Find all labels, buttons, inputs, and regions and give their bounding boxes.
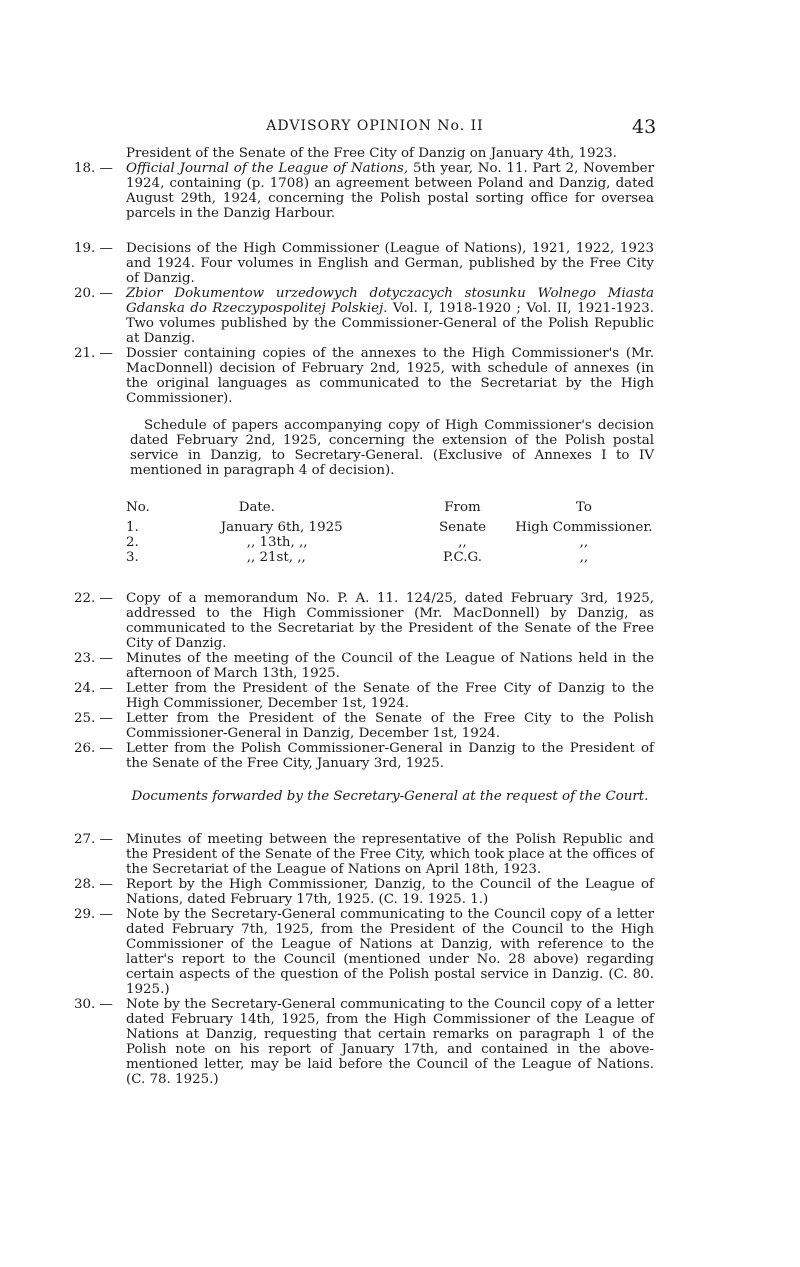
list-item-20 xyxy=(74,286,654,346)
item-number: 26. — xyxy=(74,741,113,756)
item-number: 20. — xyxy=(74,286,113,301)
item-number: 24. — xyxy=(74,681,113,696)
item-number: 25. — xyxy=(74,711,113,726)
list-item-22 xyxy=(74,591,654,651)
item-text xyxy=(126,161,654,221)
header-no: No. xyxy=(126,500,150,515)
list-item-30 xyxy=(74,997,654,1087)
item-italic-title: Zbior Dokumentow urzedowych dotyczacych stosunku Wolnego Miasta Gdanska do Rzeczypospolitej Polskiej. xyxy=(126,286,654,316)
cell-from: ,, xyxy=(458,535,467,550)
cell-to: ,, xyxy=(579,550,589,565)
table-header-row xyxy=(126,500,654,515)
page-header xyxy=(0,116,800,138)
cell-no: 1. xyxy=(126,520,139,535)
list-item-25 xyxy=(74,711,654,741)
table-row xyxy=(126,515,654,535)
list-item-26 xyxy=(74,741,654,771)
running-title: ADVISORY OPINION No. II xyxy=(266,118,484,134)
list-item-29 xyxy=(74,907,654,997)
item-italic-title: Official Journal of the League of Nations, xyxy=(126,161,409,176)
list-item-21 xyxy=(74,346,654,406)
cell-to: ,, xyxy=(579,535,589,550)
header-to: To xyxy=(575,500,592,515)
cell-no: 3. xyxy=(126,550,139,565)
item-text: Letter from the President of the Senate of the Free City to the Polish Commissioner-General in Danzig, December 1st, 1924. xyxy=(126,711,654,741)
item-body: Vol. I, 1918-1920 ; Vol. II, 1921-1923. Two volumes published by the Commissioner-General of the Polish Republic at Danzig. xyxy=(126,301,654,346)
item-number: 22. — xyxy=(74,591,113,606)
item-number: 27. — xyxy=(74,832,113,847)
cell-to: High Commissioner. xyxy=(515,520,653,535)
list-item-19 xyxy=(74,241,654,286)
cell-date: ,, 21st, ,, xyxy=(246,550,306,565)
item-body: 5th year, No. 11. Part 2, November 1924, containing (p. 1708) an agreement between Poland and Danzig, dated August 29th, 1924, concerning the Polish postal sorting office for oversea parcels in the Danzig Harbour. xyxy=(126,161,655,221)
item-text: Minutes of the meeting of the Council of the League of Nations held in the afternoon of March 13th, 1925. xyxy=(126,651,654,681)
list-item-18 xyxy=(74,161,654,221)
item-number: 21. — xyxy=(74,346,113,361)
item-text: Minutes of meeting between the representative of the Polish Republic and the President of the Senate of the Free City, which took place at the offices of the Secretariat of the League of Nations on April 18th, 1923. xyxy=(126,832,655,877)
schedule-table xyxy=(126,500,654,565)
item-text: Note by the Secretary-General communicating to the Council copy of a letter dated February 7th, 1925, from the President of the Council to the High Commissioner of the League of Nations at Danzig, with reference to the latter's report to the Council (mentioned under No. 28 above) regarding certain aspects of the question of the Polish postal service in Danzig. (C. 80. 1925.) xyxy=(126,907,654,997)
item-number: 19. — xyxy=(74,241,113,256)
forwarded-heading: Documents forwarded by the Secretary-General at the request of the Court. xyxy=(131,789,649,804)
cell-date: January 6th, 1925 xyxy=(220,520,343,535)
item-text: Copy of a memorandum No. P. A. 11. 124/25, dated February 3rd, 1925, addressed to the High Commissioner (Mr. MacDonnell) by Danzig, as communicated to the Secretariat by the President of the Senate of the Free City of Danzig. xyxy=(126,591,654,651)
header-from: From xyxy=(444,500,481,515)
list-item-28 xyxy=(74,877,654,907)
schedule-paragraph: Schedule of papers accompanying copy of High Commissioner's decision dated February 2nd, 1925, concerning the extension of the Polish postal service in Danzig, to Secretary-General. (Exclusive of Annexes I to IV mentioned in paragraph 4 of decision). xyxy=(130,418,654,478)
table-row xyxy=(126,550,654,565)
item-text xyxy=(126,286,654,346)
item-number: 23. — xyxy=(74,651,113,666)
item-number: 28. — xyxy=(74,877,113,892)
list-item-27 xyxy=(74,832,654,877)
list-item-23 xyxy=(74,651,654,681)
item-number: 30. — xyxy=(74,997,113,1012)
item-number: 18. — xyxy=(74,161,113,176)
list-item-24 xyxy=(74,681,654,711)
cell-from: Senate xyxy=(438,520,486,535)
table-row xyxy=(126,535,654,550)
cell-date: ,, 13th, ,, xyxy=(246,535,308,550)
item-text: Dossier containing copies of the annexes to the High Commissioner's (Mr. MacDonnell) decision of February 2nd, 1925, with schedule of annexes (in the original languages as communicated to the Secretariat by the High Commissioner). xyxy=(126,346,654,406)
header-date: Date. xyxy=(238,500,275,515)
cell-no: 2. xyxy=(126,535,139,550)
page-number: 43 xyxy=(632,116,657,138)
item-text: Decisions of the High Commissioner (League of Nations), 1921, 1922, 1923 and 1924. Four volumes in English and German, published by the Free City of Danzig. xyxy=(126,241,654,286)
body-text xyxy=(74,146,654,1087)
item-text: Note by the Secretary-General communicating to the Council copy of a letter dated February 14th, 1925, from the High Commissioner of the League of Nations at Danzig, requesting that certain remarks on paragraph 1 of the Polish note on his report of January 17th, and contained in the above-mentioned letter, may be laid before the Council of the League of Nations. (C. 78. 1925.) xyxy=(126,997,654,1087)
item-text: Letter from the Polish Commissioner-General in Danzig to the President of the Senate of the Free City, January 3rd, 1925. xyxy=(126,741,654,771)
item-number: 29. — xyxy=(74,907,113,922)
item-text: Report by the High Commissioner, Danzig, to the Council of the League of Nations, dated February 17th, 1925. (C. 19. 1925. 1.) xyxy=(126,877,654,907)
item-text: Letter from the President of the Senate of the Free City of Danzig to the High Commissioner, December 1st, 1924. xyxy=(126,681,654,711)
cell-from: P.C.G. xyxy=(442,550,483,565)
intro-continuation: President of the Senate of the Free City of Danzig on January 4th, 1923. xyxy=(126,146,617,161)
